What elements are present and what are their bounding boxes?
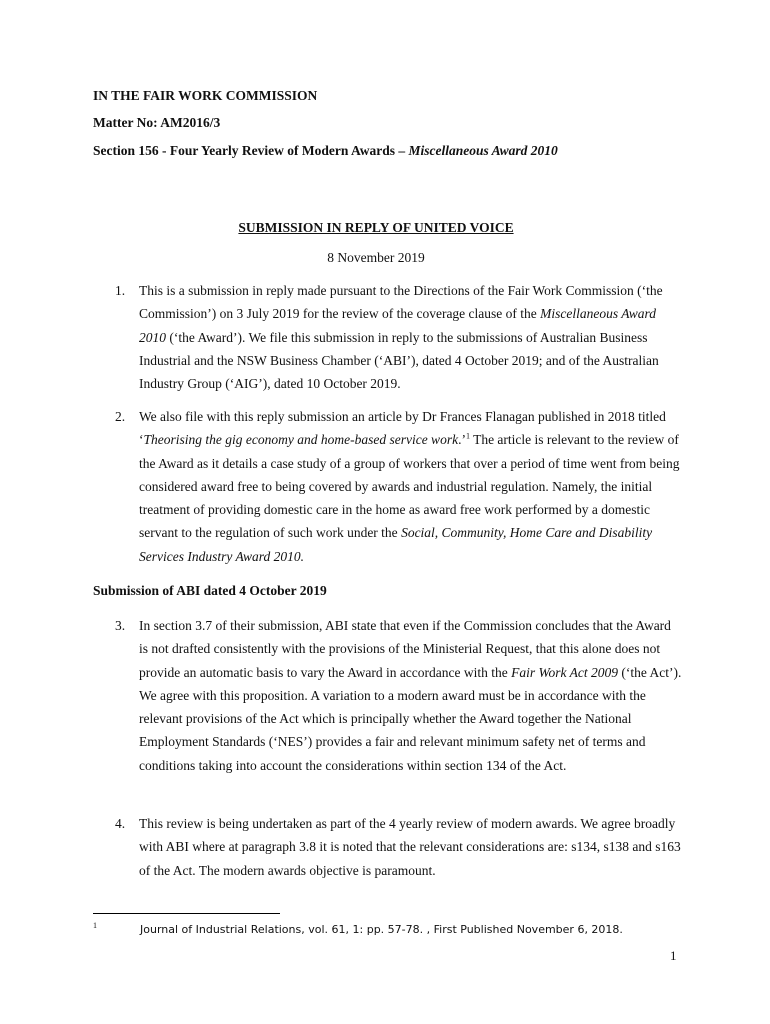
paragraph-1 [93, 279, 683, 395]
document-date: 8 November 2019 [327, 250, 425, 265]
paragraph-text: (‘the Award’). We file this submission in reply to the submissions of Australian Business Industrial and the NSW Business Chamber (‘ABI’), dated 4 October 2019; and of the Australian Industry Group (‘AIG’), dated 10 October 2019. [139, 329, 659, 392]
section-heading [93, 143, 558, 159]
paragraph-number: 3. [115, 618, 126, 633]
footnote-divider [93, 913, 280, 914]
matter-number: Matter No: AM2016/3 [93, 115, 221, 130]
paragraph-text: In section 3.7 of their submission, ABI state that even if the Commission concludes that the Award is not drafted consistently with the provisions of the Ministerial Request, that this alone does not provide an automatic basis to vary the Award in accordance with the [139, 618, 671, 680]
paragraph-number: 4. [115, 816, 126, 831]
page-number: 1 [670, 948, 677, 963]
footnote-reference[interactable]: 1 [465, 431, 470, 441]
paragraph-text: The article is relevant to the review of the Award as it details a case study of a group of workers that over a period of time went from being considered award free to being covered by awards and industrial regulation. Namely, the initial treatment of providing domestic care in the home as award free work performed by a domestic servant to the regulation of such work under the [139, 432, 680, 541]
paragraph-italic: Social, Community, Home Care and Disability Services Industry Award 2010. [139, 525, 653, 564]
paragraph-italic: Theorising the gig economy and home-based service work [143, 432, 459, 448]
paragraph-number: 1. [115, 283, 126, 298]
footnote-text: Journal of Industrial Relations, vol. 61, 1: pp. 57-78. , First Published November 6, 2018. [140, 923, 623, 936]
footnote-number: 1 [93, 921, 97, 930]
paragraph-text: This is a submission in reply made pursuant to the Directions of the Fair Work Commission (‘the Commission’) on 3 July 2019 for the review of the coverage clause of the [139, 283, 663, 322]
paragraph-text: (‘the Act’). We agree with this proposition. A variation to a modern award must be in accordance with the relevant provisions of the Act which is principally whether the Award together the National Employment Standards (‘NES’) provides a fair and relevant minimum safety net of terms and conditions taking into account the considerations within section 134 of the Act. [139, 664, 682, 773]
paragraph-text: .’ [458, 432, 466, 448]
document-title: SUBMISSION IN REPLY OF UNITED VOICE [238, 220, 514, 235]
subheading: Submission of ABI dated 4 October 2019 [93, 583, 327, 598]
paragraph-3 [93, 614, 683, 777]
section-heading-text: Section 156 - Four Yearly Review of Modern Awards – [93, 143, 409, 158]
paragraph-italic: Fair Work Act 2009 [511, 664, 619, 680]
paragraph-2 [93, 405, 683, 568]
paragraph-4 [93, 812, 683, 882]
paragraph-text: This review is being undertaken as part of the 4 yearly review of modern awards. We agree broadly with ABI where at paragraph 3.8 it is noted that the relevant considerations are: s134, s138 and s163 of the Act. The modern awards objective is paramount. [139, 816, 681, 878]
paragraph-number: 2. [115, 409, 126, 424]
section-heading-award: Miscellaneous Award 2010 [408, 143, 558, 158]
paragraph-text: We also file with this reply submission an article by Dr Frances Flanagan published in 2018 titled ‘ [139, 409, 666, 448]
paragraph-italic: Miscellaneous Award 2010 [139, 306, 657, 345]
court-heading: IN THE FAIR WORK COMMISSION [93, 88, 318, 103]
